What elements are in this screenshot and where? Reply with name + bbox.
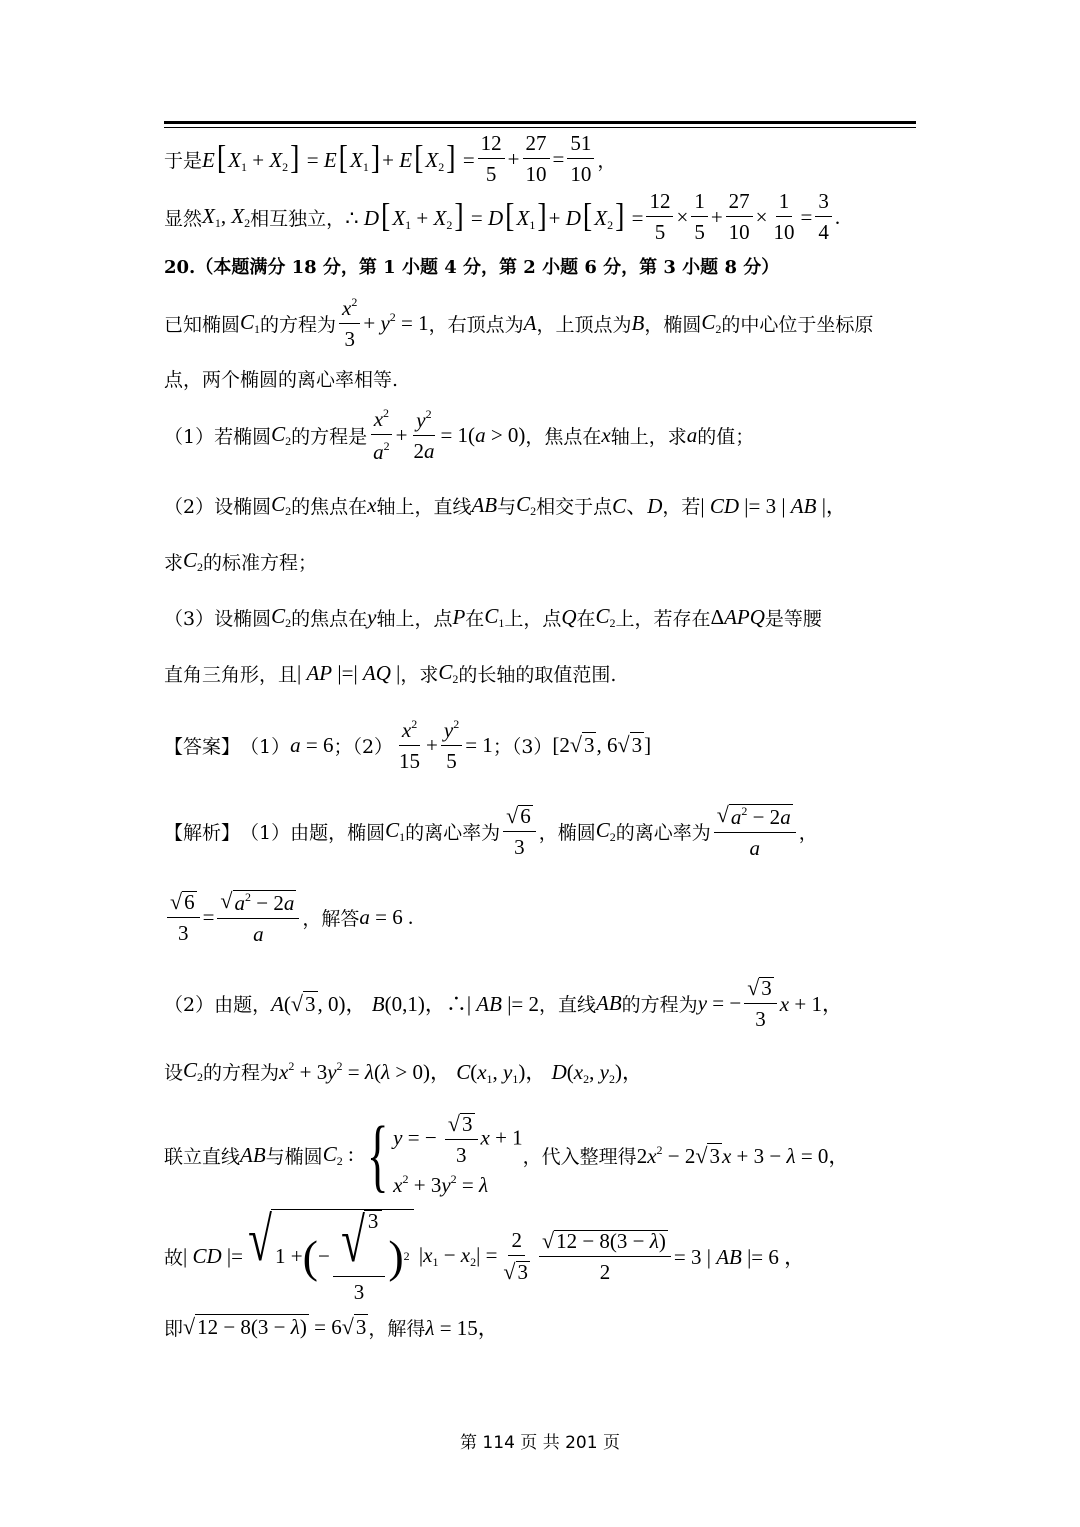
solution-6: 即 √ 12 − 8(3 − λ) = 6 √ 3 ，解得 λ = 15， bbox=[164, 1314, 499, 1340]
question-stem-cont: 点，两个椭圆的离心率相等. bbox=[164, 368, 399, 391]
solution-1: 【解析】 （1）由题，椭圆 $C_1$ 的离心率为 √ 6 3 ，椭圆 $C_2$ 的离心率为 √ $a^2 - 2a$ a ， bbox=[164, 801, 818, 860]
answer-line: 【答案】 （1） a = 6 ；（2） $\frac{x^2}{15}$ + $\frac{y^2}{5}$ = 1 ；（3） [2 √ 3 , 6 √ 3 ] bbox=[164, 717, 652, 773]
fraction: $\frac{51}{10}$ bbox=[567, 133, 594, 185]
part-2: （2）设椭圆 $C_2$ 的焦点在 x 轴上，直线 AB 与 $C_2$ 相交于点 C、D ，若 | CD |= 3 | AB |， bbox=[164, 491, 847, 518]
fraction: $\frac{27}{10}$ bbox=[523, 133, 550, 185]
expectation-line: 于是 $E[X_1 + X_2] = E[X_1]+ E[X_2]$ = $\frac{12}{5}$ + $\frac{27}{10}$ = $\frac{51}{10}$ ， bbox=[164, 131, 617, 186]
equation-system: { y = − √ 3 3 x + 1 $x^2 + 3y^2 = \lambda$ bbox=[366, 1109, 523, 1200]
solution-5: 故 | CD |= √ 1 + ( − √ 3 3 ) 2 $|x_1 - x_2|$ = 2 √ 3 √ 12 − 8(3 − λ) 2 = 3 | AB |= 6 ， bbox=[164, 1206, 806, 1304]
question-stem: 已知椭圆 $C_1$ 的方程为 $\frac{x^2}{3}$ + $y^2 = 1$ ，右顶点为 A ，上顶点为 B ，椭圆 $C_2$ 的中心位于坐标原 bbox=[164, 295, 874, 351]
solution-1-cont: √ 6 3 = √ $a^2 - 2a$ a ，解答 a = 6 . bbox=[164, 884, 413, 950]
part-3-cont: 直角三角形，且 | AP |=| AQ | ，求 $C_2$ 的长轴的取值范围. bbox=[164, 659, 617, 686]
solution-3: 设 $C_2$ 的方程为 $x^2 + 3y^2 = \lambda(\lambda > 0)$， $C(x_1$, $y_1$)， $D(x_2$, $y_2$)， bbox=[164, 1057, 643, 1086]
variance-line: 显然 $X_1$, $X_2$ 相互独立， ∴ $D[X_1 + X_2] = D[X_1]+ D[X_2]$ = $\frac{12}{5}$ × $\frac{1}{5}$ + $\frac{27}{10}$ × $\frac{1}{10}$ = $\frac{3}{4}$ . bbox=[164, 189, 841, 244]
solution-2: （2）由题， A( √ 3 , 0)， B(0,1)，∴| AB |= 2 ，直线 AB 的方程为 y = − √ 3 3 x + 1， bbox=[164, 974, 843, 1031]
part-2-cont: 求 $C_2$ 的标准方程； bbox=[164, 547, 318, 574]
solution-4: 联立直线 AB 与椭圆 $C_2$ : { y = − √ 3 3 x + 1 $x^2 + 3y^2 = \lambda$ ，代入整理得 $2x^2 - 2$ √ 3 x + 3 − λ = 0， bbox=[164, 1109, 850, 1200]
root-expression: √ 1 + ( − √ 3 3 ) 2 bbox=[243, 1209, 414, 1303]
question-header: 20.（本题满分 18 分，第 1 小题 4 分，第 2 小题 6 分，第 3 小题 8 分） bbox=[164, 257, 780, 278]
fraction: $\frac{12}{5}$ bbox=[478, 133, 505, 185]
text: 于是 bbox=[164, 149, 203, 172]
part-1: （1）若椭圆 $C_2$ 的方程是 $\frac{x^2}{a^2}$ + $\frac{y^2}{2a}$ = 1(a > 0) ，焦点在 x 轴上，求 a 的值； bbox=[164, 406, 755, 464]
part-3: （3）设椭圆 $C_2$ 的焦点在 y 轴上，点 P 在 $C_1$ 上，点 Q 在 $C_2$ 上，若存在 ΔAPQ 是等腰 bbox=[164, 603, 822, 630]
expectation-expr: $E[X_1 + X_2] = E[X_1]+ E[X_2]$ = bbox=[202, 139, 475, 177]
header-rule-thick bbox=[164, 121, 916, 124]
page-footer: 第 114 页 共 201 页 bbox=[460, 1433, 620, 1453]
